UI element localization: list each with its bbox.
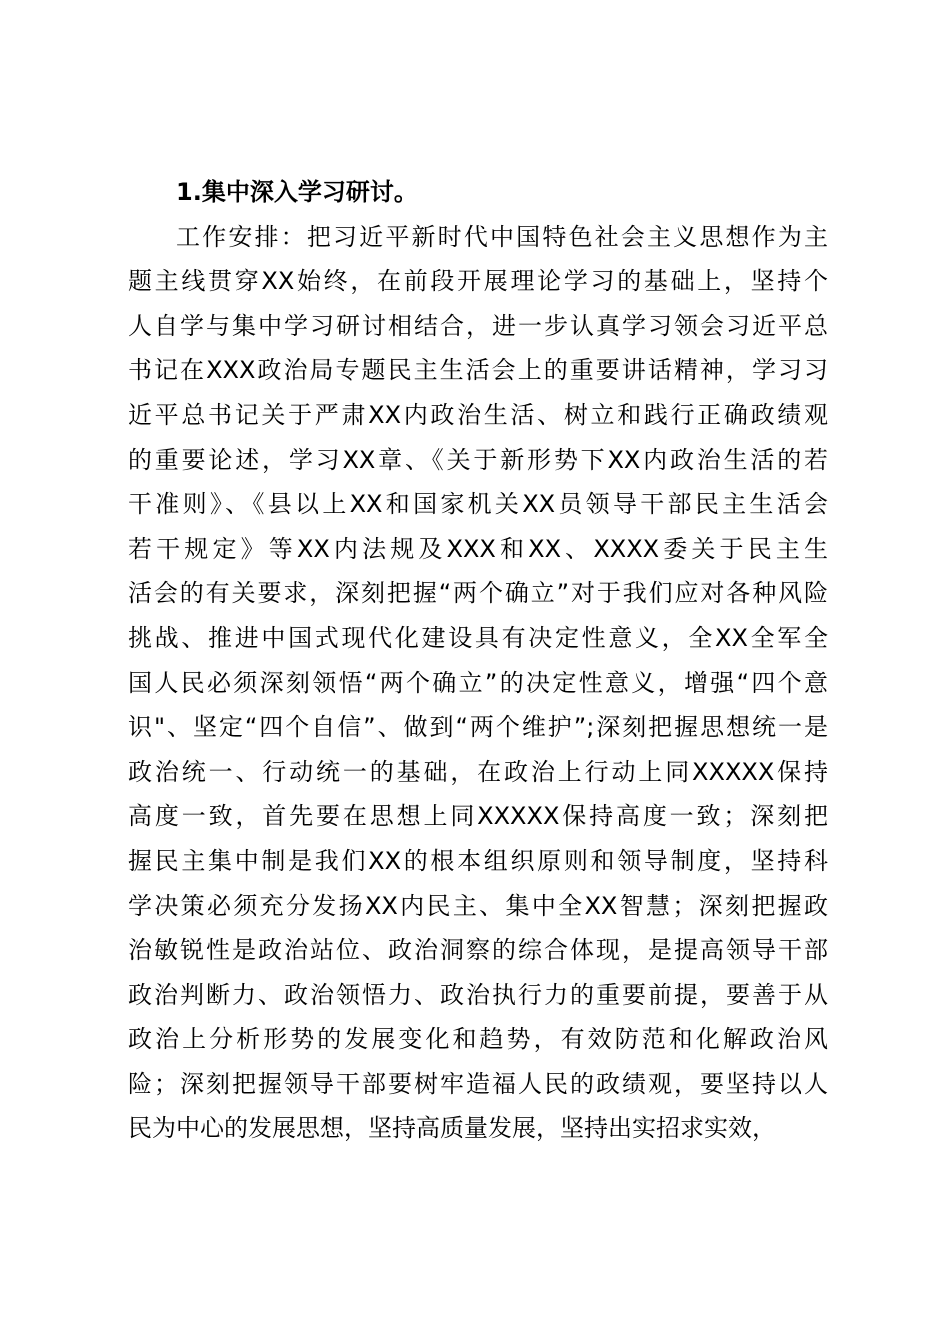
paragraph-line: 识"、坚定“四个自信”、做到“两个维护”;深刻把握思想统一是 — [128, 713, 828, 742]
work-arrangement-paragraph — [128, 215, 828, 1151]
paragraph-line: 握民主集中制是我们XX的根本组织原则和领导制度，坚持科 — [128, 846, 828, 875]
paragraph-line: 若干规定》等XX内法规及XXX和XX、XXXX委关于民主生 — [128, 534, 828, 563]
paragraph-line: 干准则》、《县以上XX和国家机关XX员领导干部民主生活会 — [128, 490, 828, 519]
paragraph-line: 国人民必须深刻领悟“两个确立”的决定性意义，增强“四个意 — [128, 668, 828, 697]
paragraph-line: 学决策必须充分发扬XX内民主、集中全XX智慧；深刻把握政 — [128, 891, 828, 920]
paragraph-line: 政治上分析形势的发展变化和趋势，有效防范和化解政治风 — [128, 1025, 828, 1054]
section-heading: 1.集中深入学习研讨。 — [176, 178, 418, 206]
paragraph-line: 题主线贯穿XX始终，在前段开展理论学习的基础上，坚持个 — [128, 267, 828, 296]
paragraph-line: 政治判断力、政治领悟力、政治执行力的重要前提，要善于从 — [128, 980, 828, 1009]
paragraph-line: 挑战、推进中国式现代化建设具有决定性意义，全XX全军全 — [128, 623, 828, 652]
paragraph-line: 书记在XXX政治局专题民主生活会上的重要讲话精神，学习习 — [128, 356, 828, 385]
paragraph-line: 的重要论述，学习XX章、《关于新形势下XX内政治生活的若 — [128, 445, 828, 474]
paragraph-line: 民为中心的发展思想，坚持高质量发展，坚持出实招求实效， — [128, 1114, 776, 1143]
paragraph-line: 政治统一、行动统一的基础，在政治上行动上同XXXXX保持 — [128, 757, 828, 786]
document-body — [128, 170, 828, 1151]
paragraph-line: 近平总书记关于严肃XX内政治生活、树立和践行正确政绩观 — [128, 400, 828, 429]
paragraph-line: 工作安排：把习近平新时代中国特色社会主义思想作为主 — [176, 222, 828, 251]
paragraph-line: 险；深刻把握领导干部要树牢造福人民的政绩观，要坚持以人 — [128, 1069, 828, 1098]
paragraph-line: 活会的有关要求，深刻把握“两个确立”对于我们应对各种风险 — [128, 579, 828, 608]
paragraph-line: 高度一致，首先要在思想上同XXXXX保持高度一致；深刻把 — [128, 802, 828, 831]
paragraph-line: 治敏锐性是政治站位、政治洞察的综合体现，是提高领导干部 — [128, 936, 828, 965]
paragraph-line: 人自学与集中学习研讨相结合，进一步认真学习领会习近平总 — [128, 311, 828, 340]
